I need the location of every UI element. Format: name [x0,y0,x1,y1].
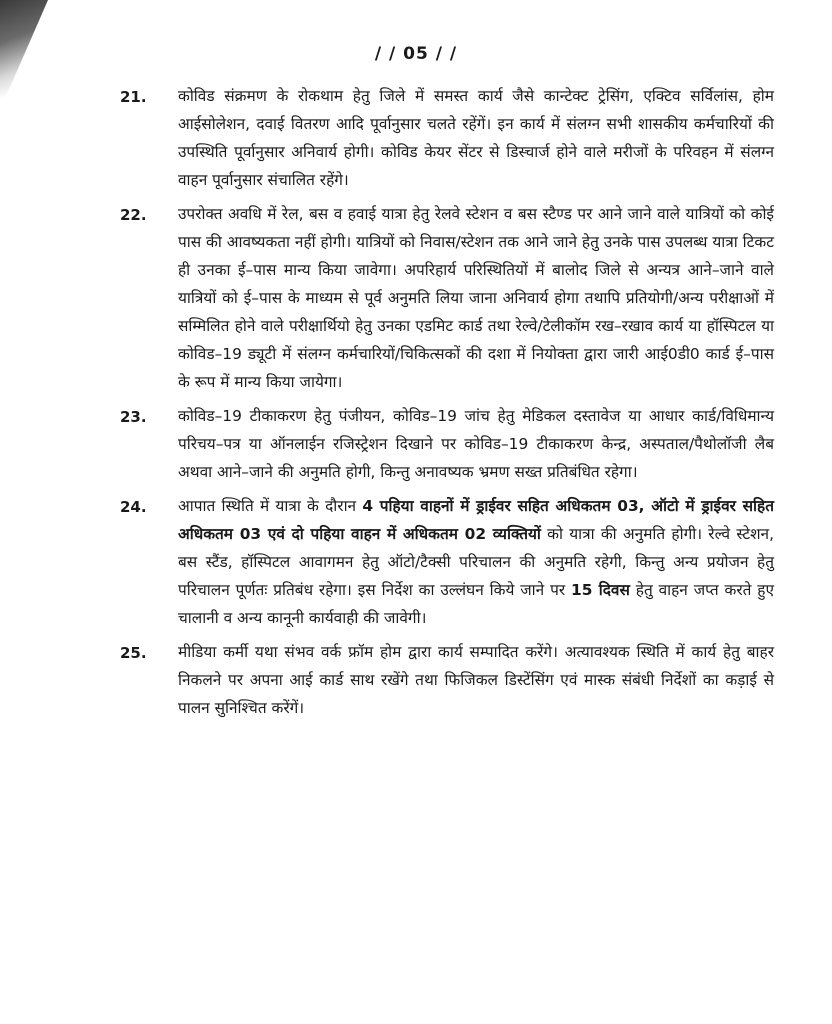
item-text-bold-part: 15 दिवस [571,581,630,599]
order-items [0,82,832,728]
item-text-part: कोविड संक्रमण के रोकथाम हेतु जिले में समस्त कार्य जैसे कान्टेक्ट ट्रेसिंग, एक्टिव सर्विलांस, होम आईसोलेशन, दवाई वितरण आदि पूर्वानुसार चलते रहेंगें। इन कार्य में संलग्न सभी शासकीय कर्मचारियों की उपस्थिति पूर्वानुसार अनिवार्य होगी। कोविड केयर सेंटर से डिस्चार्ज होने वाले मरीजों के परिवहन में संलग्न वाहन पूर्वानुसार संचालित रहेंगे। [178,87,774,189]
item-text-part: हेतु वाहन जप्त करते हुए चालानी व अन्य कानूनी कार्यवाही की जावेगी। [178,581,774,627]
list-item [0,638,832,722]
list-item [0,492,832,632]
page-number: / / 05 / / [374,44,458,64]
item-text-part: कोविड–19 टीकाकरण हेतु पंजीयन, कोविड–19 जांच हेतु मेडिकल दस्तावेज या आधार कार्ड/विधिमान्य परिचय–पत्र या ऑनलाईन रजिस्ट्रेशन दिखाने पर कोविड–19 टीकाकरण केन्द्र, अस्पताल/पैथोलॉजी लैब अथवा आने–जाने की अनुमति होगी, किन्तु अनावष्यक भ्रमण सख्त प्रतिबंधित रहेगा। [178,407,774,481]
item-number: 23. [120,408,147,426]
item-text [178,82,774,194]
item-number: 25. [120,644,147,662]
item-text-bold-part: 4 पहिया वाहनों में ड्राईवर सहित अधिकतम 03, ऑटो में ड्राईवर सहित अधिकतम 03 एवं दो पहिया वाहन में अधिकतम 02 व्यक्तियों [178,497,774,543]
item-number: 21. [120,88,147,106]
item-text [178,638,774,722]
list-item [0,82,832,194]
item-text-part: मीडिया कर्मी यथा संभव वर्क फ्रॉम होम द्वारा कार्य सम्पादित करेंगे। अत्यावश्यक स्थिति में कार्य हेतु बाहर निकलने पर अपना आई कार्ड साथ रखेंगे तथा फिजिकल डिस्टेंसिंग एवं मास्क संबंधी निर्देशों का कड़ाई से पालन सुनिश्चित करेंगें। [178,643,774,717]
item-number: 22. [120,206,147,224]
list-item [0,402,832,486]
item-text-part: आपात स्थिति में यात्रा के दौरान [178,497,363,515]
item-text [178,402,774,486]
item-number: 24. [120,498,147,516]
item-text [178,200,774,396]
item-text-part: को यात्रा की अनुमति होगी। रेल्वे स्टेशन, बस स्टैंड, हॉस्पिटल आवागमन हेतु ऑटो/टैक्सी परिचालन की अनुमति रहेगी, किन्तु अन्य प्रयोजन हेतु परिचालन पूर्णतः प्रतिबंध रहेगा। इस निर्देश का उल्लंघन किये जाने पर [178,525,774,599]
list-item [0,200,832,396]
item-text-part: उपरोक्त अवधि में रेल, बस व हवाई यात्रा हेतु रेलवे स्टेशन व बस स्टैण्ड पर आने जाने वाले यात्रियों को कोई पास की आवष्यकता नहीं होगी। यात्रियों को निवास/स्टेशन तक आने जाने हेतु उनके पास उपलब्ध यात्रा टिकट ही उनका ई–पास मान्य किया जावेगा। अपरिहार्य परिस्थितियों में बालोद जिले से अन्यत्र आने–जाने वाले यात्रियों को ई–पास के माध्यम से पूर्व अनुमति लिया जाना अनिवार्य होगा तथापि प्रतियोगी/अन्य परीक्षाओं में सम्मिलित होने वाले परीक्षार्थियो हेतु उनका एडमिट कार्ड तथा रेल्वे/टेलीकॉम रख–रखाव कार्य या हॉस्पिटल या कोविड–19 ड्यूटी में संलग्न कर्मचारियों/चिकित्सकों की दशा में नियोक्ता द्वारा जारी आई0डी0 कार्ड ई–पास के रूप में मान्य किया जायेगा। [178,205,774,391]
item-text [178,492,774,632]
